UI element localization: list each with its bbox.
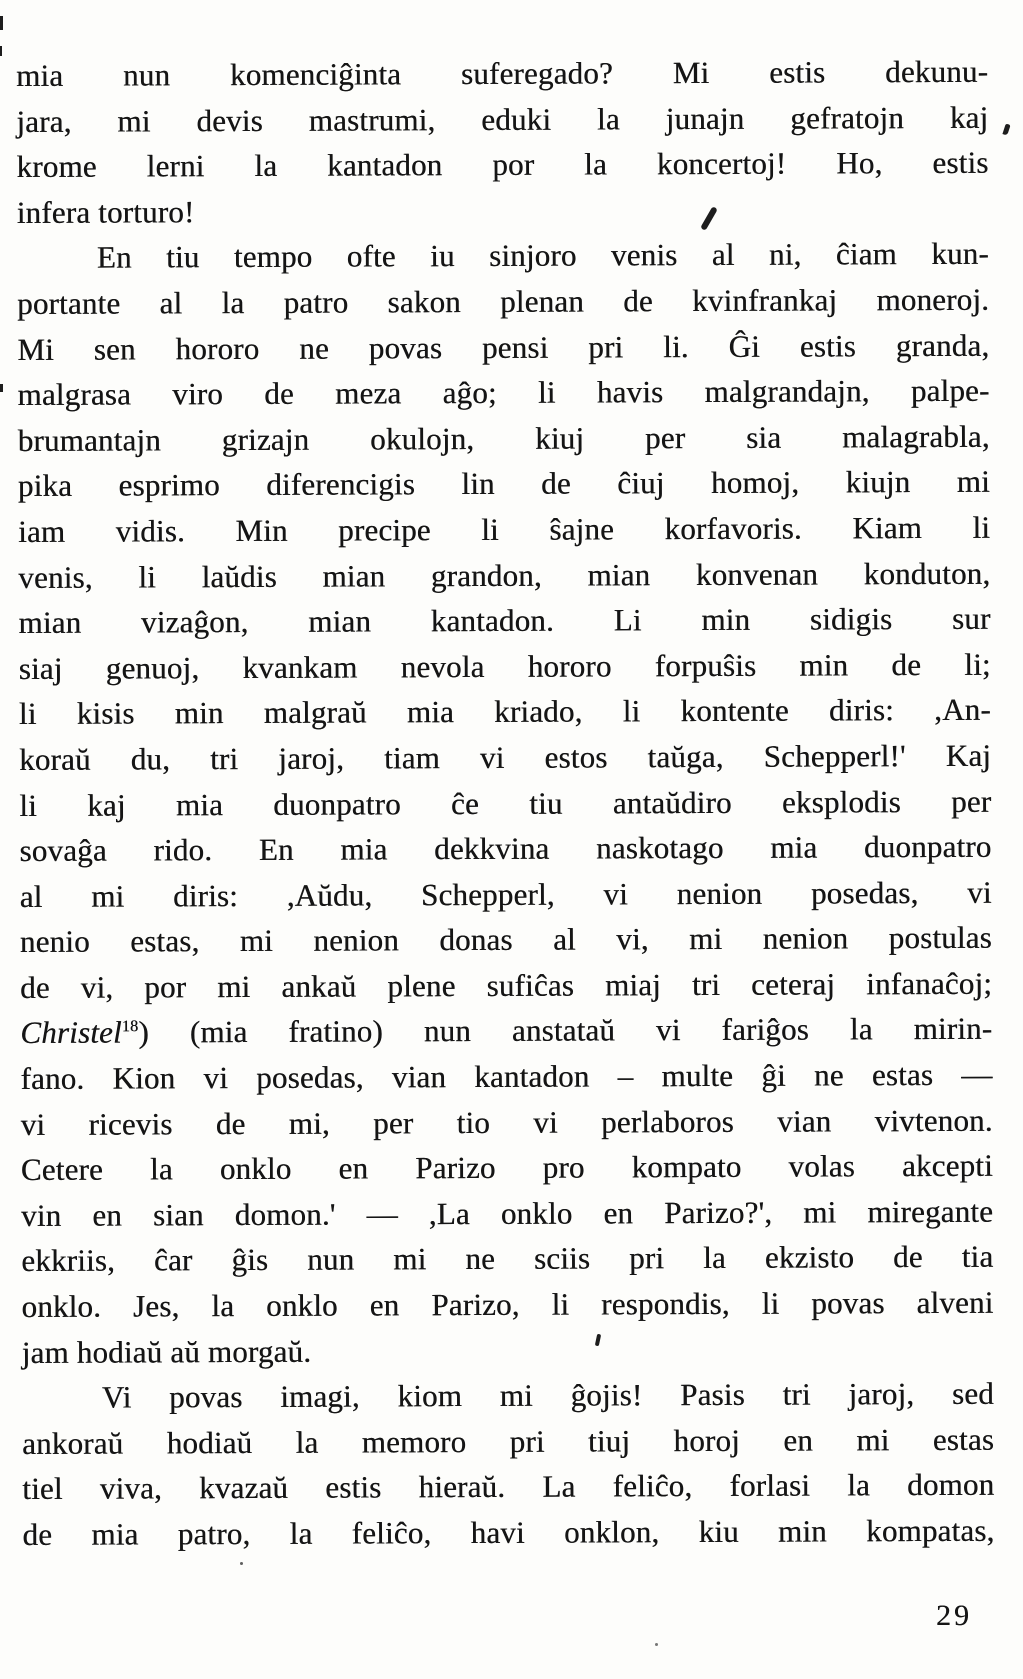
- page-number: 29: [936, 1599, 972, 1632]
- text-line-paragraph-start: En tiu tempo ofte iu sinjoro venis al ni, ĉiam kun-: [96, 236, 989, 276]
- scan-artifact-speck: [655, 1643, 658, 1646]
- text-line: ekkriis, ĉar ĝis nun mi ne sciis pri la ekzisto de tia: [21, 1239, 994, 1279]
- text-line: de vi, por mi ankaŭ plene sufiĉas miaj tri ceteraj infanaĉoj;: [20, 965, 993, 1005]
- scan-artifact-edge-tick: [0, 16, 3, 30]
- text-line: ankoraŭ hodiaŭ la memoro pri tiuj horoj en mi estas: [21, 1421, 995, 1461]
- text-line: jam hodiaŭ aŭ morgaŭ.: [21, 1333, 312, 1370]
- text-line: infera torturo!: [16, 194, 195, 230]
- text-line: malgrasa viro de meza aĝo; li havis malgrandajn, palpe-: [17, 372, 990, 413]
- text-line-with-footnote-ref: [20, 1006, 992, 1056]
- text-line: Cetere la onklo en Parizo pro kompato volas akcepti: [20, 1147, 993, 1188]
- text-line: mian vizaĝon, mian kantadon. Li min sidigis sur: [18, 600, 991, 641]
- text-line: li kisis min malgraŭ mia kriado, li kontente diris: ,An-: [18, 692, 991, 732]
- text-line: vi ricevis de mi, per tio vi perlaboros vian vivtenon.: [20, 1102, 993, 1142]
- text-line: nenio estas, mi nenion donas al vi, mi nenion postulas: [19, 920, 992, 960]
- text-line: al mi diris: ,Aŭdu, Schepperl, vi nenion posedas, vi: [19, 874, 992, 914]
- scan-artifact-speck: [240, 1562, 243, 1565]
- text-line: sovaĝa rido. En mia dekkvina naskotago mia duonpatro: [19, 828, 992, 869]
- scan-artifact-speck: [1002, 123, 1010, 135]
- body-text: [16, 49, 995, 1558]
- text-line: krome lerni la kantadon por la koncertoj! Ho, estis: [16, 144, 989, 185]
- text-line: siaj genuoj, kvankam nevola hororo forpuŝis min de li;: [18, 646, 991, 686]
- line-rest: ) (mia fratino) nun anstataŭ vi fariĝos la mirin-: [138, 1011, 993, 1050]
- italic-word: Christel: [20, 1015, 122, 1051]
- scan-artifact-edge-tick: [0, 384, 3, 392]
- text-line: iam vidis. Min precipe li ŝajne korfavoris. Kiam li: [18, 509, 991, 549]
- text-line: mia nun komenciĝinta suferegado? Mi estis dekunu-: [16, 53, 989, 93]
- text-line: Mi sen hororo ne povas pensi pri li. Ĝi estis granda,: [17, 327, 990, 367]
- text-line: portante al la patro sakon plenan de kvinfrankaj moneroj.: [17, 281, 990, 321]
- text-line: brumantajn grizajn okulojn, kiuj per sia malagrabla,: [17, 418, 990, 458]
- text-line: li kaj mia duonpatro ĉe tiu antaŭdiro eksplodis per: [19, 783, 992, 823]
- text-line: fano. Kion vi posedas, vian kantadon – multe ĝi ne estas —: [20, 1056, 993, 1097]
- text-line: de mia patro, la feliĉo, havi onklon, kiu min kompatas,: [22, 1512, 995, 1552]
- text-line: onklo. Jes, la onklo en Parizo, li respondis, li povas alveni: [21, 1284, 994, 1325]
- text-line: pika esprimo diferencigis lin de ĉiuj homoj, kiujn mi: [17, 464, 990, 504]
- text-line: venis, li laŭdis mian grandon, mian konvenan konduton,: [18, 555, 991, 595]
- text-line: tiel viva, kvazaŭ estis hieraŭ. La feliĉo, forlasi la domon: [22, 1467, 995, 1507]
- text-line: vin en sian domon.' — ,La onklo en Parizo?', mi miregante: [20, 1193, 994, 1233]
- text-line: koraŭ du, tri jaroj, tiam vi estos taŭga, Schepperl!' Kaj: [19, 737, 992, 777]
- footnote-reference: 18: [121, 1018, 139, 1036]
- text-line-paragraph-start: Vi povas imagi, kiom mi ĝojis! Pasis tri jaroj, sed: [101, 1375, 994, 1415]
- scan-artifact-edge-tick: [0, 46, 2, 56]
- text-line: jara, mi devis mastrumi, eduki la junajn gefratojn kaj: [16, 99, 989, 139]
